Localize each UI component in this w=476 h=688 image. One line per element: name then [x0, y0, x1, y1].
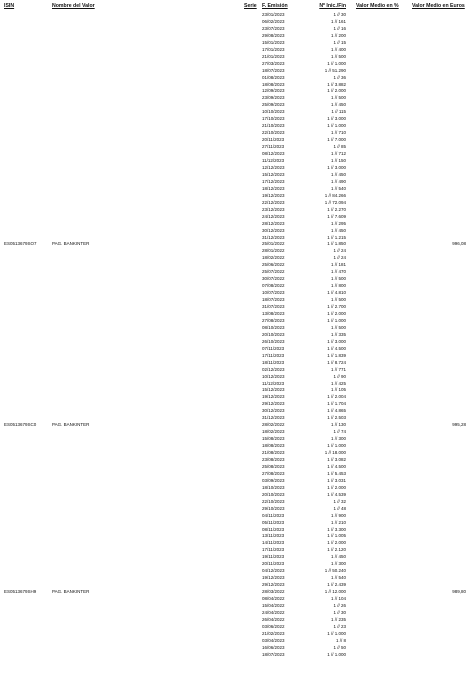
cell-numero: 1 // 1.000	[327, 60, 346, 66]
table-row	[0, 276, 476, 283]
cell-fecha: 17/11/2023	[262, 352, 285, 358]
table-row	[0, 19, 476, 26]
header-serie: Serie	[244, 3, 257, 9]
cell-numero: 1 // 1.005	[327, 533, 346, 539]
cell-fecha: 19/12/2023	[262, 192, 285, 198]
table-row	[0, 318, 476, 325]
table-row	[0, 207, 476, 214]
cell-numero: 1 // 16	[333, 25, 346, 31]
cell-numero: 1 // 8.724	[327, 359, 346, 365]
cell-nombre: PAG. BANKINTER	[52, 422, 90, 428]
table-row	[0, 381, 476, 388]
cell-numero: 1 // 500	[330, 95, 346, 101]
cell-fecha: 17/11/2023	[262, 547, 285, 553]
cell-numero: 1 // 450	[330, 171, 346, 177]
table-row	[0, 255, 476, 262]
table-row	[0, 228, 476, 235]
cell-fecha: 24/04/2022	[262, 609, 285, 615]
cell-fecha: 23/12/2023	[262, 206, 285, 212]
cell-fecha: 24/12/2023	[262, 213, 285, 219]
cell-fecha: 20/11/2023	[262, 137, 285, 143]
cell-fecha: 25/01/2022	[262, 241, 285, 247]
table-body	[0, 12, 476, 659]
table-row	[0, 82, 476, 89]
cell-fecha: 13/08/2023	[262, 310, 285, 316]
table-row	[0, 235, 476, 242]
cell-fecha: 29/08/2023	[262, 32, 285, 38]
cell-fecha: 18/12/2023	[262, 185, 285, 191]
table-row	[0, 325, 476, 332]
table-row	[0, 617, 476, 624]
cell-numero: 1 // 24	[333, 255, 346, 261]
cell-numero: 1 // 900	[330, 512, 346, 518]
cell-numero: 1 // 23	[333, 623, 346, 629]
table-row	[0, 262, 476, 269]
table-row	[0, 193, 476, 200]
cell-fecha: 15/08/2023	[262, 436, 285, 442]
cell-fecha: 22/12/2023	[262, 199, 285, 205]
cell-fecha: 02/12/2023	[262, 366, 285, 372]
cell-fecha: 07/11/2023	[262, 345, 285, 351]
cell-fecha: 03/06/2022	[262, 623, 285, 629]
cell-fecha: 20/10/2023	[262, 331, 285, 337]
cell-numero: 1 // 5.453	[327, 470, 346, 476]
table-row	[0, 520, 476, 527]
cell-fecha: 26/10/2023	[262, 338, 285, 344]
table-row	[0, 478, 476, 485]
cell-numero: 1 // 235	[330, 616, 346, 622]
cell-fecha: 27/08/2023	[262, 470, 285, 476]
cell-numero: 1 // 2.503	[327, 415, 346, 421]
cell-fecha: 01/08/2023	[262, 74, 285, 80]
table-row	[0, 499, 476, 506]
table-row	[0, 144, 476, 151]
cell-fecha: 25/09/2023	[262, 102, 285, 108]
cell-numero: 1 // 1.839	[327, 352, 346, 358]
table-row	[0, 568, 476, 575]
cell-numero: 1 // 712	[330, 151, 346, 157]
cell-fecha: 22/10/2023	[262, 130, 285, 136]
table-row	[0, 582, 476, 589]
cell-numero: 1 // 500	[330, 53, 346, 59]
table-row	[0, 401, 476, 408]
cell-fecha: 17/01/2023	[262, 46, 285, 52]
cell-fecha: 31/12/2023	[262, 415, 285, 421]
cell-fecha: 12/09/2023	[262, 88, 285, 94]
cell-numero: 1 // 200	[330, 32, 346, 38]
table-row	[0, 186, 476, 193]
cell-numero: 1 // 161	[330, 18, 346, 24]
table-row	[0, 123, 476, 130]
cell-numero: 1 // 4.539	[327, 491, 346, 497]
cell-numero: 1 // 3.082	[327, 457, 346, 462]
cell-fecha: 07/08/2022	[262, 283, 285, 289]
cell-numero: 1 // 450	[330, 102, 346, 108]
table-row	[0, 610, 476, 617]
table-row	[0, 589, 476, 596]
cell-fecha: 23/09/2023	[262, 95, 285, 101]
table-row	[0, 603, 476, 610]
cell-fecha: 10/10/2023	[262, 109, 285, 115]
table-row	[0, 464, 476, 471]
cell-fecha: 28/01/2022	[262, 248, 285, 254]
table-row	[0, 485, 476, 492]
cell-fecha: 18/08/2023	[262, 443, 285, 449]
table-row	[0, 33, 476, 40]
cell-numero: 1 // 2.120	[327, 547, 346, 553]
table-row	[0, 394, 476, 401]
table-row	[0, 547, 476, 554]
cell-numero: 1 // 4.500	[327, 463, 346, 469]
cell-numero: 1 // 400	[330, 46, 346, 52]
cell-numero: 1 // 3.031	[327, 477, 346, 483]
cell-numero: 1 // 3.000	[327, 164, 346, 170]
cell-numero: 1 // 4.500	[327, 345, 346, 351]
table-row	[0, 26, 476, 33]
cell-numero: 1 // 500	[330, 297, 346, 303]
cell-fecha: 23/08/2023	[262, 457, 285, 462]
cell-numero: 1 // 450	[330, 554, 346, 560]
cell-numero: 1 // 710	[330, 130, 346, 136]
cell-fecha: 30/12/2023	[262, 227, 285, 233]
cell-nombre: PAG. BANKINTER	[52, 241, 90, 247]
table-row	[0, 527, 476, 534]
table-row	[0, 95, 476, 102]
cell-numero: 1 // 72.094	[324, 199, 346, 205]
table-row	[0, 116, 476, 123]
table-row	[0, 12, 476, 19]
table-row	[0, 638, 476, 645]
table-row	[0, 645, 476, 652]
table-row	[0, 332, 476, 339]
header-nombre: Nombre del Valor	[52, 3, 95, 9]
cell-numero: 1 // 2.270	[327, 206, 346, 212]
cell-numero: 1 // 300	[330, 436, 346, 442]
table-row	[0, 137, 476, 144]
table-row	[0, 40, 476, 47]
cell-fecha: 15/12/2023	[262, 171, 285, 177]
cell-fecha: 29/10/2023	[262, 505, 285, 511]
cell-fecha: 06/02/2023	[262, 18, 285, 24]
cell-fecha: 25/06/2022	[262, 262, 285, 268]
cell-numero: 1 // 12.000	[324, 589, 346, 595]
cell-numero: 1 // 85	[333, 144, 346, 150]
table-row	[0, 443, 476, 450]
cell-numero: 1 // 300	[330, 561, 346, 567]
header-valor-eur: Valor Medio en Euros	[412, 3, 465, 9]
cell-fecha: 14/11/2023	[262, 540, 285, 546]
cell-fecha: 08/11/2023	[262, 526, 285, 532]
cell-fecha: 18/11/2023	[262, 359, 285, 365]
cell-numero: 1 // 51.290	[324, 67, 346, 73]
cell-numero: 1 // 115	[331, 109, 346, 115]
table-row	[0, 353, 476, 360]
cell-fecha: 21/10/2023	[262, 123, 285, 129]
cell-numero: 1 // 1.704	[327, 401, 346, 407]
cell-fecha: 17/12/2023	[262, 178, 285, 184]
cell-numero: 1 // 540	[330, 575, 346, 581]
cell-numero: 1 // 15	[333, 39, 346, 45]
cell-fecha: 29/12/2023	[262, 401, 285, 407]
header-isin: ISIN	[4, 3, 15, 9]
cell-fecha: 05/11/2023	[262, 519, 285, 525]
header-valor-pct: Valor Medio en %	[356, 3, 399, 9]
header-numero: Nº Inic./Fin	[319, 3, 346, 9]
cell-valor-eur: 995,28	[452, 422, 466, 428]
table-row	[0, 492, 476, 499]
cell-fecha: 13/11/2023	[262, 533, 285, 539]
cell-numero: 1 // 150	[330, 158, 346, 164]
cell-fecha: 10/12/2023	[262, 373, 285, 379]
cell-fecha: 18/08/2023	[262, 81, 285, 87]
cell-fecha: 15/12/2023	[262, 387, 285, 393]
cell-valor-eur: 989,80	[452, 589, 466, 595]
cell-fecha: 25/08/2023	[262, 463, 285, 469]
table-row	[0, 422, 476, 429]
table-row	[0, 387, 476, 394]
table-row	[0, 151, 476, 158]
cell-fecha: 11/12/2023	[262, 380, 285, 386]
cell-numero: 1 // 500	[330, 276, 346, 282]
table-row	[0, 109, 476, 116]
table-row	[0, 221, 476, 228]
table-row	[0, 506, 476, 513]
cell-fecha: 19/11/2023	[262, 554, 285, 560]
cell-isin: ES0513679SC0	[4, 422, 37, 428]
cell-numero: 1 // 18.000	[324, 450, 346, 456]
table-row	[0, 450, 476, 457]
cell-numero: 1 // 335	[330, 331, 346, 337]
cell-numero: 1 // 1.215	[327, 234, 346, 240]
cell-fecha: 27/11/2023	[262, 144, 285, 150]
table-row	[0, 513, 476, 520]
cell-numero: 1 // 3.882	[327, 81, 346, 87]
cell-numero: 1 // 36	[333, 74, 346, 80]
cell-numero: 1 // 2.000	[327, 310, 346, 316]
cell-numero: 1 // 490	[330, 178, 346, 184]
cell-fecha: 15/04/2022	[262, 603, 285, 609]
cell-fecha: 30/07/2022	[262, 276, 285, 282]
cell-numero: 1 // 771	[330, 366, 346, 372]
cell-numero: 1 // 74	[333, 429, 346, 435]
cell-fecha: 28/12/2023	[262, 220, 285, 226]
cell-numero: 1 // 470	[330, 269, 346, 275]
table-row	[0, 436, 476, 443]
cell-fecha: 16/06/2023	[262, 644, 285, 650]
cell-numero: 1 // 50.240	[324, 568, 346, 574]
table-row	[0, 102, 476, 109]
cell-numero: 1 // 7.609	[327, 213, 346, 219]
cell-numero: 1 // 4.810	[327, 290, 346, 296]
cell-fecha: 08/12/2023	[262, 151, 285, 157]
cell-numero: 1 // 1.000	[327, 651, 346, 657]
table-row	[0, 533, 476, 540]
cell-numero: 1 // 450	[330, 227, 346, 233]
table-row	[0, 540, 476, 547]
table-row	[0, 652, 476, 659]
cell-numero: 1 // 26	[333, 603, 346, 609]
cell-fecha: 31/12/2023	[262, 234, 285, 240]
cell-numero: 1 // 295	[330, 220, 346, 226]
cell-nombre: PAG. BANKINTER	[52, 589, 90, 595]
table-row	[0, 554, 476, 561]
table-row	[0, 415, 476, 422]
table-row	[0, 75, 476, 82]
cell-numero: 1 // 84.266	[324, 192, 346, 198]
cell-fecha: 11/12/2023	[262, 158, 285, 164]
table-row	[0, 596, 476, 603]
cell-numero: 1 // 3.300	[327, 526, 346, 532]
cell-fecha: 18/07/2023	[262, 651, 285, 657]
table-row	[0, 374, 476, 381]
cell-fecha: 15/01/2023	[262, 39, 285, 45]
cell-numero: 1 // 50	[333, 644, 346, 650]
table-row	[0, 283, 476, 290]
table-row	[0, 68, 476, 75]
table-row	[0, 248, 476, 255]
table-row	[0, 408, 476, 415]
cell-fecha: 28/03/2022	[262, 589, 285, 595]
table-row	[0, 624, 476, 631]
cell-fecha: 03/09/2023	[262, 477, 285, 483]
cell-fecha: 29/12/2023	[262, 582, 285, 588]
cell-numero: 1 // 2.439	[327, 582, 346, 588]
cell-numero: 1 // 7.000	[327, 137, 346, 143]
table-row	[0, 575, 476, 582]
cell-numero: 1 // 8	[335, 637, 346, 643]
cell-fecha: 31/07/2023	[262, 304, 285, 310]
table-row	[0, 158, 476, 165]
cell-numero: 1 // 24	[333, 248, 346, 254]
table-row	[0, 290, 476, 297]
table-row	[0, 311, 476, 318]
cell-numero: 1 // 1.850	[327, 241, 346, 247]
table-row	[0, 339, 476, 346]
cell-numero: 1 // 2.000	[327, 540, 346, 546]
cell-fecha: 18/10/2023	[262, 484, 285, 490]
cell-isin: ES0513679SH9	[4, 589, 37, 595]
table-row	[0, 269, 476, 276]
table-row	[0, 165, 476, 172]
cell-fecha: 23/07/2023	[262, 25, 285, 31]
table-row	[0, 346, 476, 353]
cell-numero: 1 // 2.700	[327, 304, 346, 310]
cell-numero: 1 // 130	[330, 422, 346, 428]
cell-numero: 1 // 48	[333, 505, 346, 511]
cell-fecha: 18/07/2023	[262, 297, 285, 303]
cell-fecha: 18/07/2023	[262, 67, 285, 73]
cell-valor-eur: 996,08	[452, 241, 466, 247]
table-row	[0, 297, 476, 304]
cell-numero: 1 // 1.000	[327, 443, 346, 449]
table-row	[0, 631, 476, 638]
cell-fecha: 27/03/2023	[262, 60, 285, 66]
cell-fecha: 08/10/2023	[262, 324, 285, 330]
cell-numero: 1 // 4.865	[327, 408, 346, 414]
table-row	[0, 561, 476, 568]
header-fecha-emision: F. Emisión	[262, 3, 288, 9]
cell-isin: ES0513679SO7	[4, 241, 37, 247]
cell-numero: 1 // 105	[330, 387, 346, 393]
cell-fecha: 25/07/2022	[262, 269, 285, 275]
cell-numero: 1 // 2.004	[327, 394, 346, 400]
table-row	[0, 130, 476, 137]
cell-fecha: 30/12/2023	[262, 408, 285, 414]
table-row	[0, 360, 476, 367]
cell-fecha: 21/08/2023	[262, 450, 285, 456]
cell-numero: 1 // 181	[330, 262, 346, 268]
cell-fecha: 23/01/2023	[262, 12, 285, 17]
cell-numero: 1 // 3.000	[327, 116, 346, 122]
cell-numero: 1 // 90	[333, 373, 346, 379]
table-row	[0, 179, 476, 186]
cell-numero: 1 // 2.000	[327, 88, 346, 94]
table-row	[0, 172, 476, 179]
table-row	[0, 61, 476, 68]
table-row	[0, 54, 476, 61]
cell-numero: 1 // 1.000	[327, 630, 346, 636]
cell-numero: 1 // 30	[333, 12, 346, 17]
cell-fecha: 28/02/2022	[262, 422, 285, 428]
table-row	[0, 200, 476, 207]
cell-fecha: 21/01/2023	[262, 53, 285, 59]
cell-numero: 1 // 1.000	[327, 123, 346, 129]
cell-fecha: 27/08/2023	[262, 317, 285, 323]
cell-fecha: 18/02/2023	[262, 429, 285, 435]
cell-fecha: 17/10/2023	[262, 116, 285, 122]
table-row	[0, 47, 476, 54]
cell-fecha: 26/04/2022	[262, 616, 285, 622]
cell-fecha: 04/12/2023	[262, 568, 285, 574]
cell-fecha: 12/12/2023	[262, 164, 285, 170]
table-row	[0, 304, 476, 311]
cell-fecha: 20/11/2023	[262, 561, 285, 567]
table-row	[0, 367, 476, 374]
cell-fecha: 18/02/2022	[262, 255, 285, 261]
cell-numero: 1 // 1.000	[327, 317, 346, 323]
table-row	[0, 214, 476, 221]
cell-fecha: 10/07/2023	[262, 290, 285, 296]
cell-fecha: 03/04/2023	[262, 637, 285, 643]
cell-fecha: 19/12/2023	[262, 575, 285, 581]
table-row	[0, 241, 476, 248]
cell-numero: 1 // 800	[330, 283, 346, 289]
table-row	[0, 88, 476, 95]
cell-fecha: 22/10/2023	[262, 498, 285, 504]
cell-numero: 1 // 2.000	[327, 484, 346, 490]
table-row	[0, 471, 476, 478]
cell-numero: 1 // 210	[330, 519, 346, 525]
cell-fecha: 20/10/2023	[262, 491, 285, 497]
table-row	[0, 457, 476, 464]
cell-numero: 1 // 540	[330, 185, 346, 191]
cell-fecha: 19/12/2023	[262, 394, 285, 400]
cell-numero: 1 // 104	[330, 596, 346, 602]
cell-fecha: 21/02/2023	[262, 630, 285, 636]
cell-numero: 1 // 32	[333, 498, 346, 504]
cell-numero: 1 // 500	[330, 324, 346, 330]
cell-numero: 1 // 425	[330, 380, 346, 386]
cell-numero: 1 // 3.000	[327, 338, 346, 344]
cell-fecha: 08/04/2022	[262, 596, 285, 602]
cell-fecha: 04/11/2023	[262, 512, 285, 518]
table-row	[0, 429, 476, 436]
cell-numero: 1 // 30	[333, 609, 346, 615]
